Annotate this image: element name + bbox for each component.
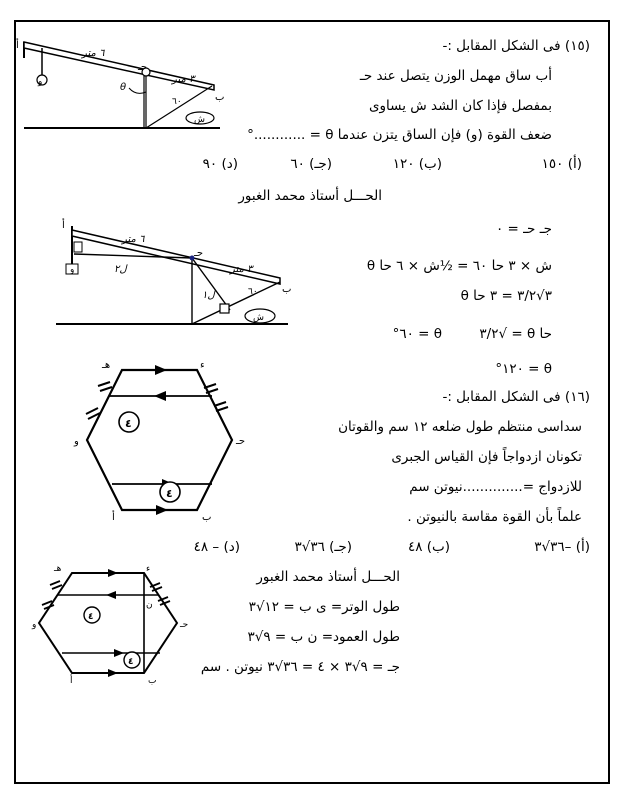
q15-solution-line1: جـ حـ = ٠ bbox=[495, 221, 552, 237]
q15-label-six: ٦ متر bbox=[82, 48, 105, 59]
q16-header: (١٦) فى الشكل المقابل :- bbox=[442, 389, 590, 405]
q16-line1: سداسى منتظم طول ضلعه ١٢ سم والقوتان bbox=[338, 419, 582, 435]
q15-line2: بمفصل فإذا كان الشد ش يساوى bbox=[368, 98, 552, 114]
q15-solution-line2: ش × ٣ حا ٦٠ = ½ش × ٦ حا θ bbox=[366, 258, 552, 274]
q15-label-b: ب bbox=[215, 92, 225, 103]
q16-sol-label-b: ب bbox=[148, 676, 157, 686]
q15-sol-label-a: أ bbox=[62, 220, 65, 231]
q16-figure bbox=[72, 360, 272, 523]
q15-option-a: (أ) ١٥٠ bbox=[541, 156, 582, 172]
q15-sol-label-w: و bbox=[70, 265, 75, 275]
q15-label-theta: θ bbox=[120, 82, 127, 93]
q15-sol-label-t: ش bbox=[253, 313, 264, 323]
q16-sol-label-a: أ bbox=[70, 676, 73, 686]
q16-label-c: حـ bbox=[236, 436, 246, 447]
q15-label-w: و bbox=[38, 77, 43, 87]
q16-label-b: ب bbox=[202, 512, 212, 523]
q16-option-d: (د) – ٤٨ bbox=[193, 539, 240, 555]
q15-sol-label-c: حـ bbox=[194, 248, 204, 259]
q15-sol-label-b: ب bbox=[282, 284, 292, 295]
q16-option-c: (جـ) ٣٦√٣ bbox=[294, 539, 352, 555]
q16-line2: تكونان ازدواجاً فإن القياس الجبرى bbox=[391, 449, 582, 465]
q15-line1: أب ساق مهمل الوزن يتصل عند حـ bbox=[359, 68, 552, 84]
q16-label-d: ء bbox=[200, 360, 205, 371]
q15-option-d: (د) ٩٠ bbox=[202, 156, 238, 172]
q16-solution-title: الحـــل أستاذ محمد الغبور bbox=[256, 569, 400, 585]
q15-solution-figure bbox=[52, 220, 292, 335]
q15-label-sixty: ٦٠ bbox=[172, 97, 182, 107]
q15-solution-line3: ٣√٣/٢ = ٣ حا θ bbox=[460, 288, 552, 304]
q16-solution-figure bbox=[32, 565, 202, 685]
q16-force-label-bottom: ٤ bbox=[166, 487, 173, 500]
q16-force-label-top: ٤ bbox=[125, 417, 132, 430]
q16-solution-line1: طول الوتر= ى ب = ١٢√٣ bbox=[248, 599, 400, 615]
q16-sol-label-n: ن bbox=[146, 600, 153, 610]
q16-sol-force-label-top: ٤ bbox=[88, 612, 94, 622]
q15-solution-title: الحـــل أستاذ محمد الغبور bbox=[238, 188, 382, 204]
q15-option-c: (جـ) ٦٠ bbox=[290, 156, 332, 172]
q15-label-three: ٣ متر bbox=[172, 74, 195, 85]
q15-solution-line4b: θ = ٦٠° bbox=[392, 326, 442, 342]
q15-figure bbox=[16, 30, 225, 140]
q15-sol-label-six: ٦ متر bbox=[122, 234, 145, 245]
q16-sol-label-w: و bbox=[32, 620, 37, 630]
q15-label-a: أ bbox=[16, 40, 19, 51]
q16-solution-line2: طول العمود= ن ب = ٩√٣ bbox=[247, 629, 400, 645]
q16-line4: علماً بأن القوة مقاسة بالنيوتن . bbox=[407, 509, 582, 525]
q16-line3: للازدواج =..............نيوتن سم bbox=[409, 479, 582, 495]
q15-header: (١٥) فى الشكل المقابل :- bbox=[442, 38, 590, 54]
q15-line3: ضعف القوة (و) فإن الساق يتزن عندما θ = ............° bbox=[247, 127, 552, 143]
q15-label-t: ش bbox=[194, 115, 205, 125]
q16-option-a: (أ) –٣٦√٣ bbox=[534, 539, 590, 555]
q15-sol-label-sixty: ٦٠ bbox=[248, 287, 258, 297]
q15-solution-line4a: حا θ = √٣/٢ bbox=[479, 326, 552, 342]
q16-label-w: و bbox=[74, 436, 79, 447]
q16-label-h: هـ bbox=[102, 360, 111, 371]
q15-label-c: حـ bbox=[138, 62, 148, 73]
q15-option-b: (ب) ١٢٠ bbox=[392, 156, 442, 172]
q16-option-b: (ب) ٤٨ bbox=[407, 539, 450, 555]
q15-solution-line5: θ = ١٢٠° bbox=[495, 361, 552, 377]
q16-solution-line3: جـ = ٩√٣ × ٤ = ٣٦√٣ نيوتن . سم bbox=[200, 659, 400, 675]
q15-sol-label-three: ٣ متر bbox=[230, 264, 253, 275]
q16-sol-label-d: ء bbox=[146, 564, 151, 574]
q15-sol-label-l1: ل١ bbox=[202, 290, 215, 301]
q16-sol-label-h: هـ bbox=[54, 564, 62, 574]
q16-sol-force-label-bottom: ٤ bbox=[128, 657, 134, 667]
q16-sol-label-c: حـ bbox=[180, 620, 189, 630]
q16-label-a: أ bbox=[112, 512, 115, 523]
q15-sol-label-l2: ل٢ bbox=[114, 264, 127, 275]
